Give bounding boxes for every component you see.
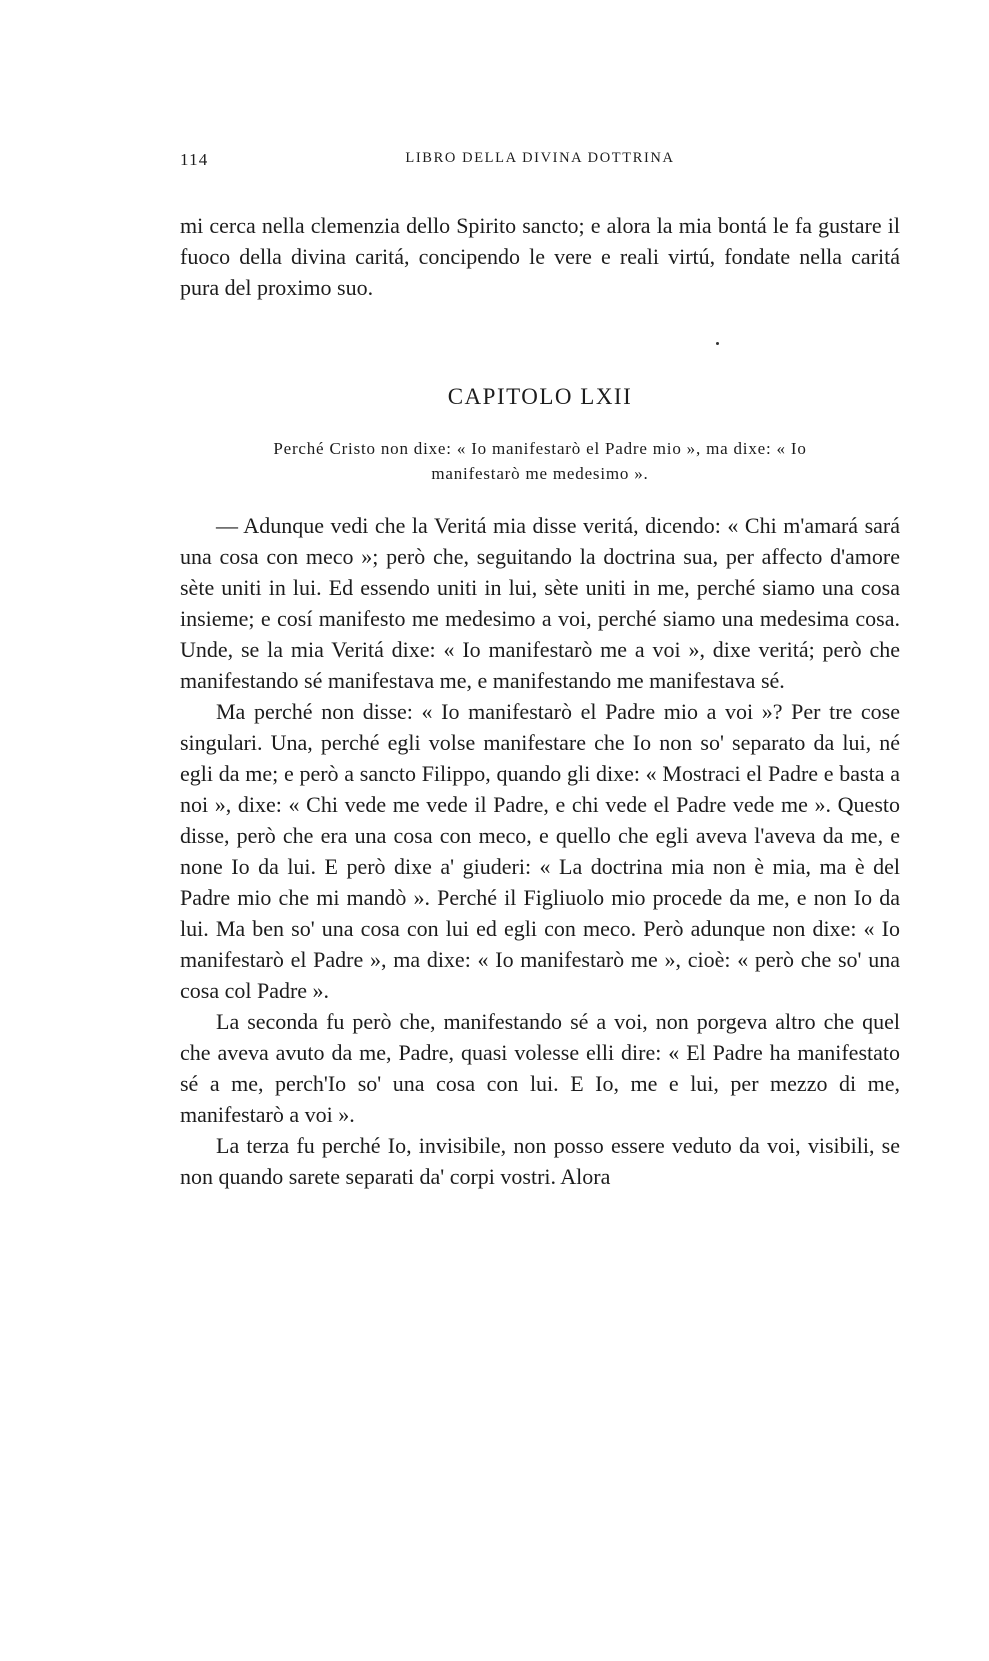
chapter-title: CAPITOLO LXII [447, 384, 633, 409]
continued-paragraph: mi cerca nella clemenzia dello Spirito sancto; e alora la mia bontá le fa gustare il fuoco della divina caritá, concipendo le vere e reali virtú, fondate nella caritá pura del proximo suo. [180, 213, 900, 300]
running-title: LIBRO DELLA DIVINA DOTTRINA [405, 150, 675, 166]
body-paragraph-1: — Adunque vedi che la Veritá mia disse veritá, dicendo: « Chi m'amará sará una cosa con meco »; però che, seguitando la doctrina sua, per affecto d'amore sète uniti in lui. Ed essendo uniti in lui, sète uniti in me, perché siamo una cosa insieme; e cosí manifesto me medesimo a voi, perché siamo una medesima cosa. Unde, se la mia Veritá dixe: « Io manifestarò me a voi », dixe veritá; però che manifestando sé manifestava me, e manifestando me manifestava sé. [180, 513, 900, 693]
chapter-subtitle: Perché Cristo non dixe: « Io manifestarò el Padre mio », ma dixe: « Io manifestarò me medesimo ». [273, 439, 807, 483]
running-header [180, 150, 900, 174]
body-paragraph-4: La terza fu perché Io, invisibile, non posso essere veduto da voi, visibili, se non quando sarete separati da' corpi vostri. Alora [180, 1133, 900, 1189]
chapter-body [180, 510, 900, 1192]
page-number: 114 [180, 150, 209, 169]
stray-mark [716, 342, 719, 345]
body-paragraph-3: La seconda fu però che, manifestando sé a voi, non porgeva altro che quel che aveva avuto da me, Padre, quasi volesse elli dire: « El Padre ha manifestato sé a me, perch'Io so' una cosa con lui. E Io, me e lui, per mezzo di me, manifestarò a voi ». [180, 1009, 900, 1127]
body-paragraph-2: Ma perché non disse: « Io manifestarò el Padre mio a voi »? Per tre cose singulari. Una, perché egli volse manifestare che Io non so' separato da lui, né egli da me; e però a sancto Filippo, quando gli dixe: « Mostraci el Padre e basta a noi », dixe: « Chi vede me vede il Padre, e chi vede el Padre vede me ». Questo disse, però che era una cosa con meco, e quello che egli aveva l'aveva da me, e none Io da lui. E però dixe a' giuderi: « La doctrina mia non è mia, ma è del Padre mio che mi mandò ». Perché il Figliuolo mio procede da me, e non Io da lui. Ma ben so' una cosa con lui ed egli con meco. Però adunque non dixe: « Io manifestarò el Padre », ma dixe: « Io manifestarò me », cioè: « però che so' una cosa col Padre ». [180, 699, 900, 1003]
